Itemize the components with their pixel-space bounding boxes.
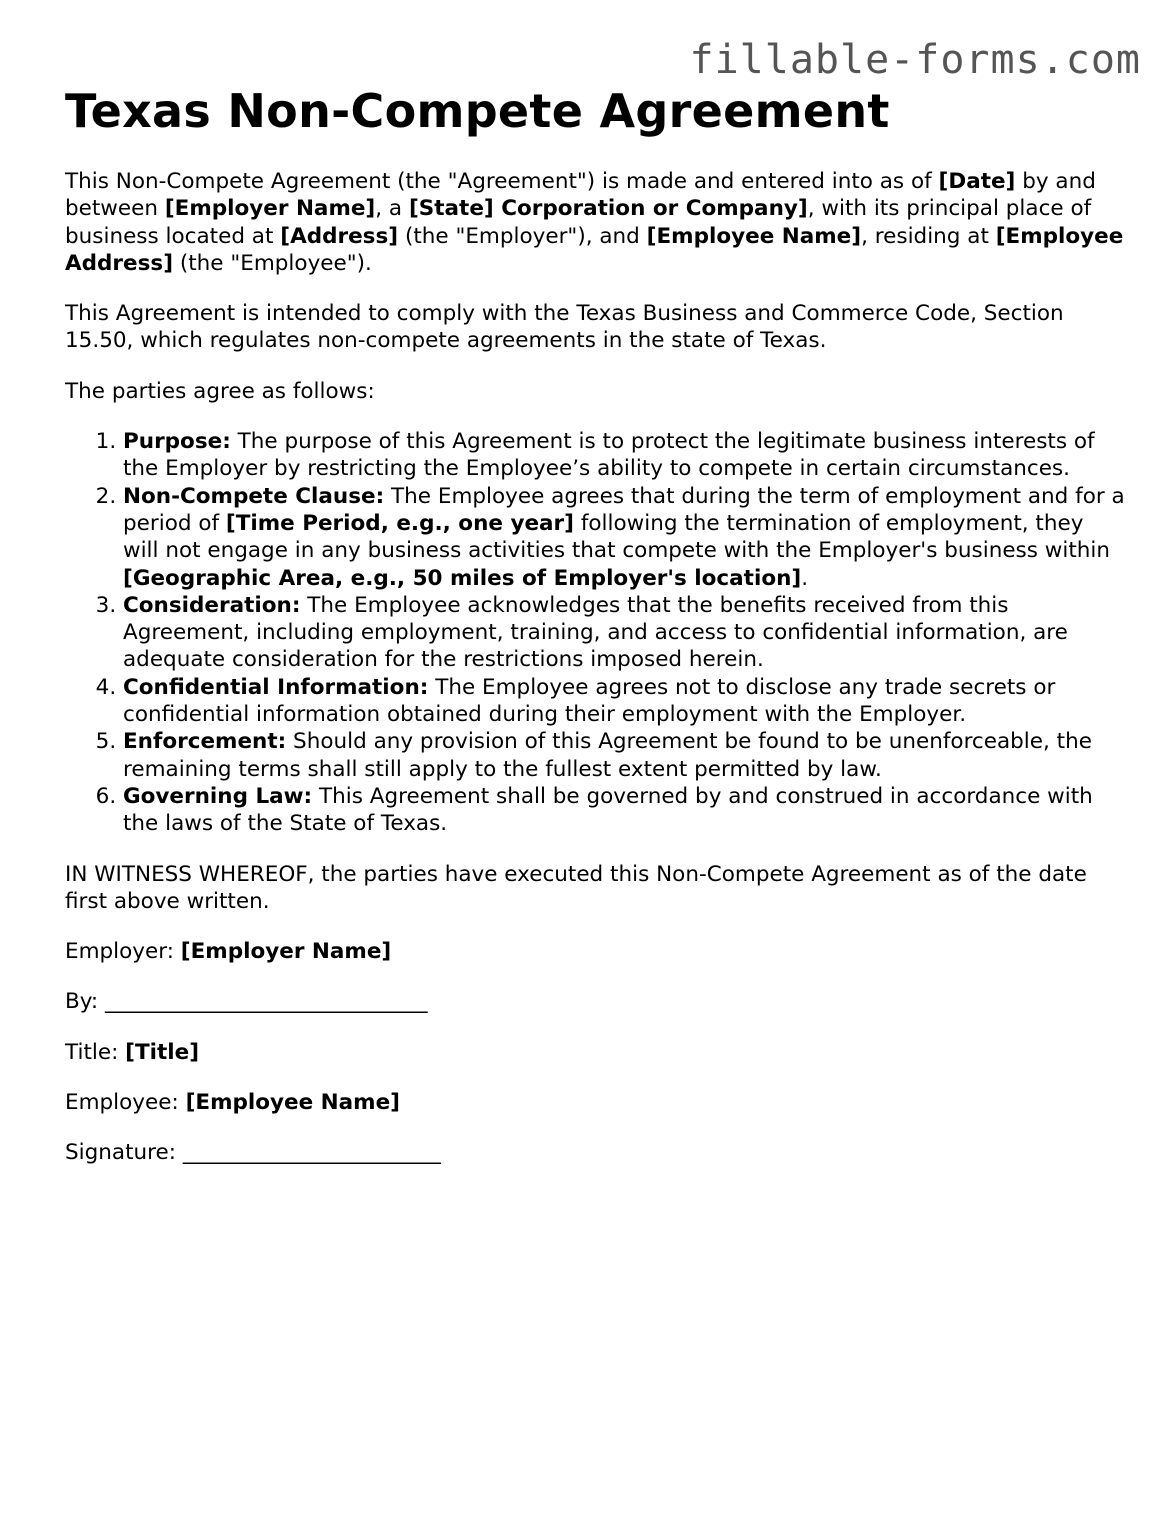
intro-text: (the "Employee"). (173, 250, 372, 276)
clause-confidential-information (123, 674, 1125, 729)
intro-text: by and between (65, 169, 1096, 222)
clause-non-compete (123, 483, 1125, 592)
document-page (65, 84, 1125, 1190)
agree-intro: The parties agree as follows: (65, 378, 375, 404)
clause-heading: Non-Compete Clause: (123, 483, 385, 509)
watermark: fillable-forms.com (689, 37, 1141, 83)
by-signature-field[interactable]: ______________________________ (105, 989, 428, 1015)
employee-name-value: [Employee Name] (185, 1090, 400, 1116)
clauses-list (65, 428, 1125, 837)
clause-purpose (123, 428, 1125, 483)
intro-paragraph (65, 168, 1125, 277)
by-label: By: (65, 989, 105, 1015)
employer-name-value: [Employer Name] (180, 939, 392, 965)
employee-name-placeholder: [Employee Name] (646, 223, 862, 249)
state-corporation-placeholder: [State] Corporation or Company] (408, 196, 808, 222)
clause-consideration (123, 592, 1125, 674)
title-value: [Title] (125, 1039, 200, 1065)
clause-text: Should any provision of this Agreement be found to be unenforceable, the remaining terms shall still apply to the fullest extent permitted by law. (123, 729, 1092, 782)
employee-address-placeholder: [Employee Address] (65, 223, 1124, 276)
employer-label: Employer: (65, 939, 181, 965)
by-line (65, 988, 1125, 1015)
employee-signature-field[interactable]: ________________________ (182, 1140, 441, 1166)
clause-heading: Governing Law: (123, 783, 313, 809)
clause-enforcement (123, 728, 1125, 783)
compliance-paragraph: This Agreement is intended to comply with the Texas Business and Commerce Code, Section 15.50, which regulates non-compete agreements in the state of Texas. (65, 301, 1064, 354)
employee-label: Employee: (65, 1090, 186, 1116)
signature-line (65, 1139, 1125, 1166)
clause-text: The Employee acknowledges that the benefits received from this Agreement, including employment, training, and access to confidential information, are adequate consideration for the restrictions imposed herein. (123, 592, 1068, 673)
title-label: Title: (65, 1039, 126, 1065)
clause-governing-law (123, 783, 1125, 838)
clause-heading: Enforcement: (123, 729, 287, 755)
clause-text: This Agreement shall be governed by and construed in accordance with the laws of the State of Texas. (123, 783, 1093, 837)
employer-name-placeholder: [Employer Name] (164, 196, 376, 222)
address-placeholder: [Address] (280, 223, 399, 249)
clause-heading: Confidential Information: (123, 674, 429, 700)
witness-paragraph: IN WITNESS WHEREOF, the parties have executed this Non-Compete Agreement as of the date first above written. (65, 861, 1087, 914)
geographic-area-placeholder: [Geographic Area, e.g., 50 miles of Employer's location] (123, 565, 802, 591)
clause-heading: Consideration: (123, 592, 301, 618)
clause-text: . (801, 565, 809, 591)
title-line (65, 1039, 1125, 1066)
intro-text: , a (375, 196, 409, 222)
time-period-placeholder: [Time Period, e.g., one year] (225, 510, 574, 536)
document-title: Texas Non-Compete Agreement (65, 84, 890, 138)
intro-text: (the "Employer"), and (398, 223, 647, 249)
clause-text: following the termination of employment, they will not engage in any business activities that compete with the Employer's business within (123, 510, 1111, 564)
clause-text: The purpose of this Agreement is to protect the legitimate business interests of the Employer by restricting the Employee’s ability to compete in certain circumstances. (123, 429, 1095, 482)
signature-label: Signature: (65, 1140, 183, 1166)
intro-text: , residing at (861, 223, 996, 249)
clause-text: The Employee agrees not to disclose any trade secrets or confidential information obtained during their employment with the Employer. (123, 674, 1056, 728)
date-placeholder: [Date] (938, 169, 1016, 194)
clause-heading: Purpose: (123, 429, 231, 455)
employee-line (65, 1089, 1125, 1116)
intro-text: , with its principal place of business located at (65, 196, 1092, 249)
employer-line (65, 938, 1125, 965)
clause-text: The Employee agrees that during the term of employment and for a period of (123, 483, 1125, 536)
intro-text: This Non-Compete Agreement (the "Agreement") is made and entered into as of (65, 169, 939, 194)
